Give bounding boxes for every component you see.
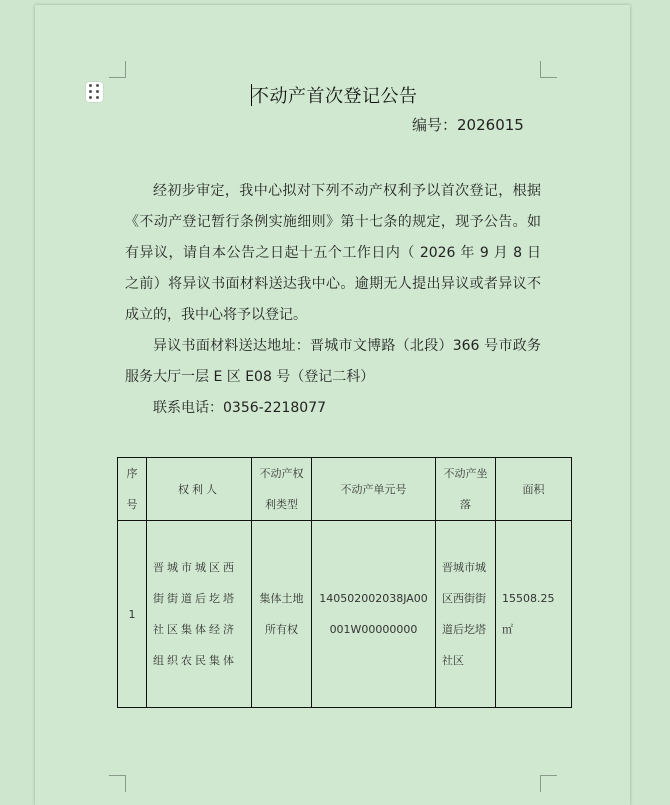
code-value: 2026015	[457, 116, 524, 134]
header-owner: 权利人	[147, 458, 252, 521]
paragraph-address: 异议书面材料送达地址：晋城市文博路（北段）366 号市政务服务大厅一层 E 区 E08 号（登记二科）	[125, 338, 541, 385]
document-code[interactable]	[412, 114, 524, 135]
cell-unit-no: 140502002038JA00001W00000000	[312, 521, 436, 708]
margin-corner-bottom-right	[540, 775, 557, 792]
cell-right-type: 集体土地所有权	[252, 521, 312, 708]
code-label: 编号：	[412, 116, 458, 134]
margin-corner-bottom-left	[109, 775, 126, 792]
document-title[interactable]: 不动产首次登记公告	[251, 86, 418, 107]
margin-corner-top-left	[109, 61, 126, 78]
paragraph-notice: 经初步审定，我中心拟对下列不动产权利予以首次登记，根据《不动产登记暂行条例实施细则》第十七条的规定，现予公告。如有异议，请自本公告之日起十五个工作日内（ 2026 年 9 月 8 日之前）将异议书面材料送达我中心。逾期无人提出异议或者异议不成立的，我中心将予以登记。	[125, 183, 541, 323]
header-index: 序号	[118, 458, 147, 521]
paragraph-phone: 联系电话：0356-2218077	[153, 400, 327, 416]
table-row	[118, 521, 572, 708]
body-text[interactable]	[125, 176, 541, 424]
cell-owner: 晋城市城区西街街道后圪塔社区集体经济组织农民集体	[147, 521, 252, 708]
drag-handle-icon[interactable]	[86, 82, 103, 102]
header-area: 面积	[496, 458, 572, 521]
cell-location: 晋城市城区西街街道后圪塔社区	[436, 521, 496, 708]
margin-corner-top-right	[540, 61, 557, 78]
document-page	[35, 5, 630, 805]
property-table	[117, 457, 572, 708]
header-unit-no: 不动产单元号	[312, 458, 436, 521]
cell-index: 1	[118, 521, 147, 708]
header-right-type: 不动产权利类型	[252, 458, 312, 521]
header-location: 不动产坐落	[436, 458, 496, 521]
cell-area: 15508.25 ㎡	[496, 521, 572, 708]
table-header-row	[118, 458, 572, 521]
